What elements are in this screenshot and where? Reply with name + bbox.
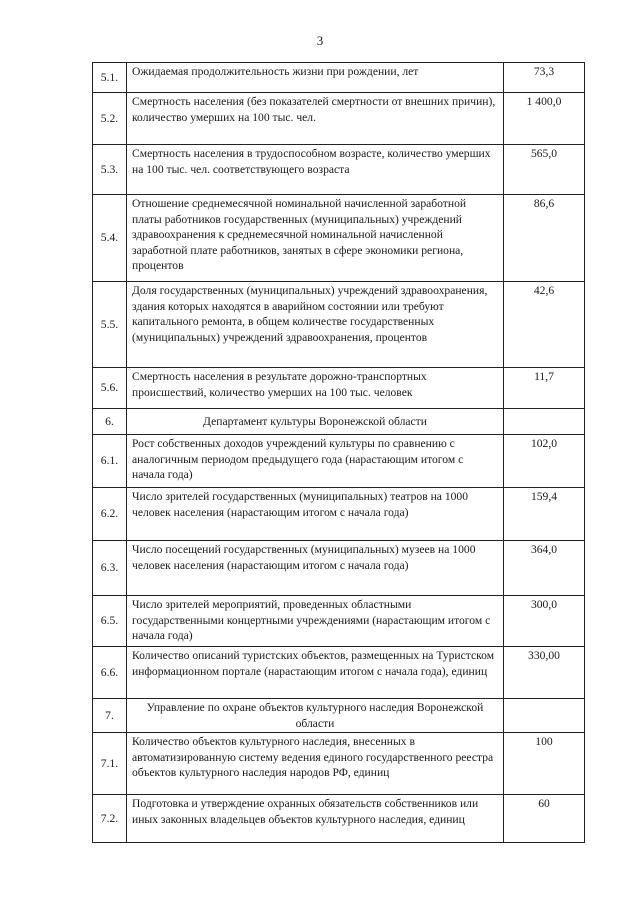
row-number: 6.2. <box>93 488 127 541</box>
row-number: 6.1. <box>93 435 127 488</box>
row-value: 60 <box>504 795 585 843</box>
table-row <box>93 368 585 409</box>
row-number: 5.5. <box>93 282 127 368</box>
row-number: 6.3. <box>93 541 127 596</box>
indicators-table-body <box>93 63 585 843</box>
row-description: Количество объектов культурного наследия, внесенных в автоматизированную систему ведения единого государственного реестра объектов культурного наследия народов РФ, единиц <box>127 733 504 795</box>
row-number: 7. <box>93 699 127 733</box>
row-value: 159,4 <box>504 488 585 541</box>
row-value: 11,7 <box>504 368 585 409</box>
row-value: 1 400,0 <box>504 93 585 145</box>
row-number: 7.1. <box>93 733 127 795</box>
table-row <box>93 195 585 282</box>
row-number: 5.1. <box>93 63 127 93</box>
row-number: 6.5. <box>93 596 127 647</box>
row-value: 364,0 <box>504 541 585 596</box>
indicators-table <box>92 62 585 843</box>
row-value: 42,6 <box>504 282 585 368</box>
row-number: 6.6. <box>93 647 127 699</box>
row-value: 565,0 <box>504 145 585 195</box>
table-row <box>93 145 585 195</box>
table-row <box>93 282 585 368</box>
row-description: Количество описаний туристских объектов, размещенных на Туристском информационном портале (нарастающим итогом с начала года), единиц <box>127 647 504 699</box>
row-value <box>504 699 585 733</box>
table-row <box>93 488 585 541</box>
row-number: 6. <box>93 409 127 435</box>
row-value: 102,0 <box>504 435 585 488</box>
row-number: 5.3. <box>93 145 127 195</box>
row-description: Рост собственных доходов учреждений культуры по сравнению с аналогичным периодом предыдущего года (нарастающим итогом с начала года) <box>127 435 504 488</box>
row-value <box>504 409 585 435</box>
table-row <box>93 435 585 488</box>
table-row <box>93 647 585 699</box>
section-title: Департамент культуры Воронежской области <box>127 409 504 435</box>
section-title: Управление по охране объектов культурного наследия Воронежской области <box>127 699 504 733</box>
row-description: Смертность населения (без показателей смертности от внешних причин), количество умерших на 100 тыс. чел. <box>127 93 504 145</box>
row-value: 86,6 <box>504 195 585 282</box>
row-value: 100 <box>504 733 585 795</box>
table-row <box>93 63 585 93</box>
table-row <box>93 541 585 596</box>
row-description: Подготовка и утверждение охранных обязательств собственников или иных законных владельцев объектов культурного наследия, единиц <box>127 795 504 843</box>
row-value: 300,0 <box>504 596 585 647</box>
row-description: Ожидаемая продолжительность жизни при рождении, лет <box>127 63 504 93</box>
table-row <box>93 795 585 843</box>
row-value: 73,3 <box>504 63 585 93</box>
row-description: Число посещений государственных (муниципальных) музеев на 1000 человек населения (нарастающим итогом с начала года) <box>127 541 504 596</box>
row-description: Смертность населения в трудоспособном возрасте, количество умерших на 100 тыс. чел. соответствующего возраста <box>127 145 504 195</box>
section-header-row <box>93 699 585 733</box>
row-description: Число зрителей мероприятий, проведенных областными государственными концертными учреждениями (нарастающим итогом с начала года) <box>127 596 504 647</box>
table-row <box>93 733 585 795</box>
row-description: Доля государственных (муниципальных) учреждений здравоохранения, здания которых находятся в аварийном состоянии или требуют капитального ремонта, в общем количестве государственных (муниципальных) учреждений здравоохранения, процентов <box>127 282 504 368</box>
row-number: 5.4. <box>93 195 127 282</box>
section-header-row <box>93 409 585 435</box>
row-description: Отношение среднемесячной номинальной начисленной заработной платы работников государственных (муниципальных) учреждений здравоохранения к среднемесячной номинальной начисленной заработной плате работников, занятых в сфере экономики региона, процентов <box>127 195 504 282</box>
row-value: 330,00 <box>504 647 585 699</box>
row-number: 5.2. <box>93 93 127 145</box>
row-number: 7.2. <box>93 795 127 843</box>
row-description: Число зрителей государственных (муниципальных) театров на 1000 человек населения (нарастающим итогом с начала года) <box>127 488 504 541</box>
row-number: 5.6. <box>93 368 127 409</box>
table-row <box>93 93 585 145</box>
page-number: 3 <box>316 33 324 48</box>
row-description: Смертность населения в результате дорожно-транспортных происшествий, количество умерших на 100 тыс. человек <box>127 368 504 409</box>
table-row <box>93 596 585 647</box>
